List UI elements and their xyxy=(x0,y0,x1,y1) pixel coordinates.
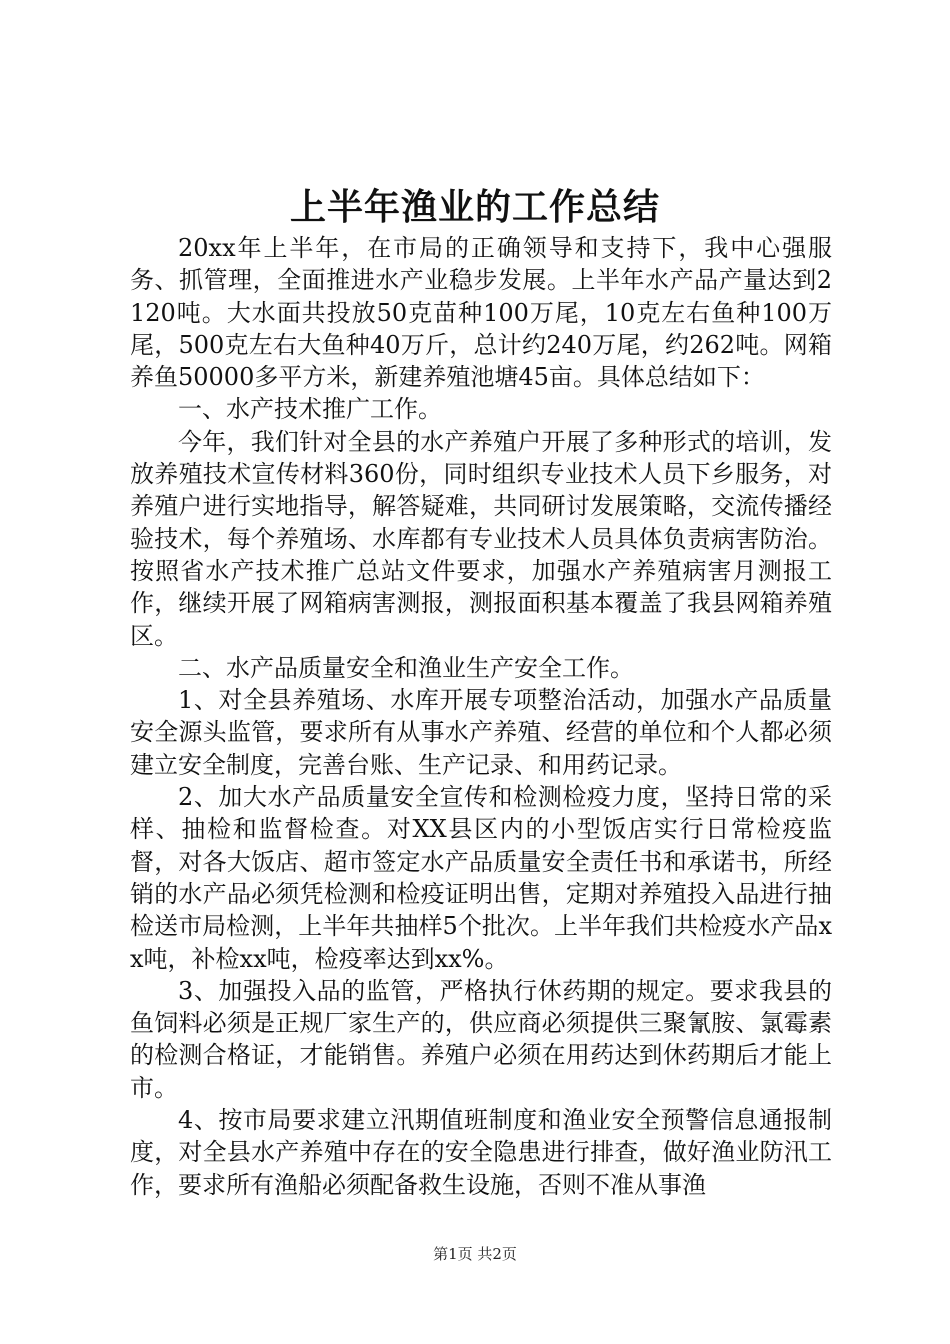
heading-section-1: 一、水产技术推广工作。 xyxy=(178,395,442,424)
page-footer: 第1页 共2页 xyxy=(433,1245,517,1263)
paragraph-item-1: 1、对全县养殖场、水库开展专项整治活动，加强水产品质量安全源头监管，要求所有从事水产养殖、经营的单位和个人都必须建立安全制度，完善台账、生产记录、和用药记录。 xyxy=(130,686,832,779)
paragraph-item-4: 4、按市局要求建立汛期值班制度和渔业安全预警信息通报制度，对全县水产养殖中存在的安全隐患进行排查，做好渔业防汛工作，要求所有渔船必须配备救生设施，否则不准从事渔 xyxy=(130,1106,832,1199)
paragraph-section-1: 今年，我们针对全县的水产养殖户开展了多种形式的培训，发放养殖技术宣传材料360份，同时组织专业技术人员下乡服务，对养殖户进行实地指导，解答疑难，共同研讨发展策略，交流传播经验技术，每个养殖场、水库都有专业技术人员具体负责病害防治。按照省水产技术推广总站文件要求，加强水产养殖病害月测报工作，继续开展了网箱病害测报，测报面积基本覆盖了我县网箱养殖区。 xyxy=(130,427,832,650)
heading-section-2: 二、水产品质量安全和渔业生产安全工作。 xyxy=(178,653,634,682)
paragraph-item-3: 3、加强投入品的监管，严格执行休药期的规定。要求我县的鱼饲料必须是正规厂家生产的，供应商必须提供三聚氰胺、氯霉素的检测合格证，才能销售。养殖户必须在用药达到休药期后才能上市。 xyxy=(130,976,832,1102)
paragraph-intro: 20xx年上半年，在市局的正确领导和支持下，我中心强服务、抓管理，全面推进水产业稳步发展。上半年水产品产量达到2120吨。大水面共投放50克苗种100万尾，10克左右鱼种100万尾，500克左右大鱼种40万斤，总计约240万尾，约262吨。网箱养鱼50000多平方米，新建养殖池塘45亩。具体总结如下： xyxy=(130,234,832,392)
document-body xyxy=(130,232,832,1201)
paragraph-item-2: 2、加大水产品质量安全宣传和检测检疫力度，坚持日常的采样、抽检和监督检查。对XX县区内的小型饭店实行日常检疫监督，对各大饭店、超市签定水产品质量安全责任书和承诺书，所经销的水产品必须凭检测和检疫证明出售，定期对养殖投入品进行抽检送市局检测，上半年共抽样5个批次。上半年我们共检疫水产品xx吨，补检xx吨，检疫率达到xx%。 xyxy=(130,783,832,973)
document-title: 上半年渔业的工作总结 xyxy=(289,187,660,228)
